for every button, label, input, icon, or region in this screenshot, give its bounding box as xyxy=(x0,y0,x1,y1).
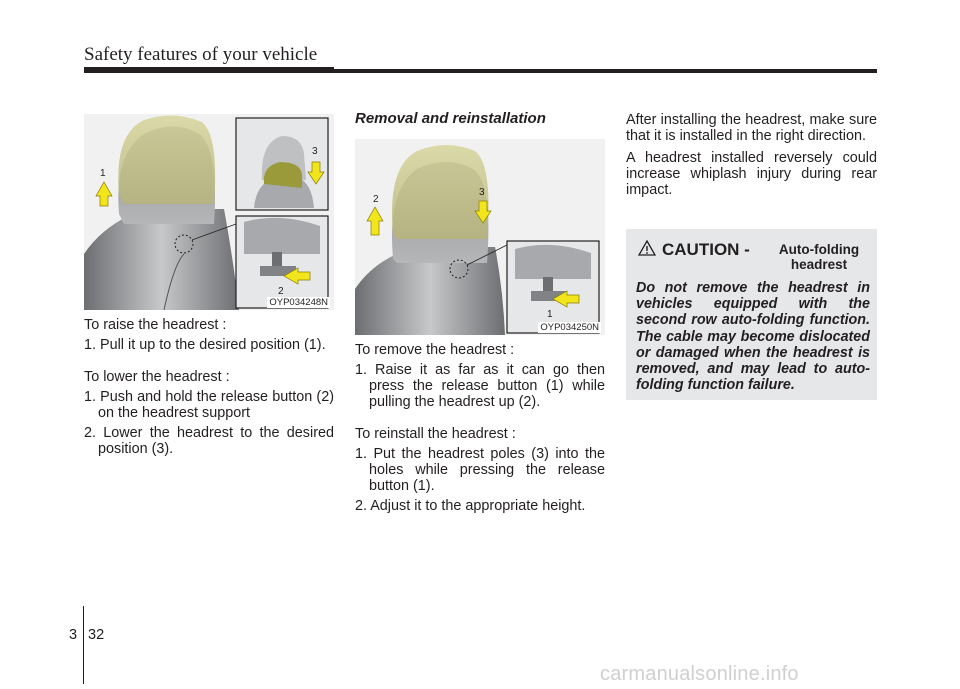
fig1-label-3: 3 xyxy=(312,146,318,157)
reinstall-step-2: 2. Adjust it to the appropriate height. xyxy=(355,498,586,514)
figure-removal xyxy=(355,139,605,335)
removal-instructions xyxy=(355,342,605,514)
section-title: Removal and reinstallation xyxy=(355,110,546,127)
note-direction: After installing the headrest, make sure that it is installed in the right direction. xyxy=(626,112,877,144)
lower-title: To lower the headrest : xyxy=(84,369,230,385)
remove-title: To remove the headrest : xyxy=(355,342,515,358)
fig2-label-1: 1 xyxy=(547,309,553,320)
lower-step-2: 2. Lower the headrest to the desired position (3). xyxy=(84,425,334,457)
fig2-label-3: 3 xyxy=(479,187,485,198)
reinstall-step-1: 1. Put the headrest poles (3) into the holes while pressing the release button (1). xyxy=(355,446,605,494)
caution-subtitle: Auto-folding headrest xyxy=(778,242,860,272)
remove-step-1: 1. Raise it as far as it can go then press the release button (1) while pulling the headrest up (2). xyxy=(355,362,605,410)
raise-step-1: 1. Pull it up to the desired position (1). xyxy=(84,337,326,353)
fig1-label-2: 2 xyxy=(278,286,284,297)
figure-raise-lower xyxy=(84,114,334,310)
caution-body: Do not remove the headrest in vehicles equipped with the second row auto-folding function. The cable may become dislocated or damaged when the headrest is removed, and may lead to auto-folding function failure. xyxy=(636,280,870,394)
raise-instructions xyxy=(84,317,334,457)
chapter-number: 3 xyxy=(69,627,78,643)
page-number-rule xyxy=(83,606,84,684)
watermark: carmanualsonline.info xyxy=(600,663,799,685)
fig1-label-1: 1 xyxy=(100,168,106,179)
running-header: Safety features of your vehicle xyxy=(84,44,318,65)
figure-code: OYP034250N xyxy=(540,322,599,333)
reinstall-title: To reinstall the headrest : xyxy=(355,426,516,442)
page-number: 32 xyxy=(88,627,105,643)
header-rule-thick xyxy=(84,67,334,73)
note-whiplash: A headrest installed reversely could increase whiplash injury during rear impact. xyxy=(626,150,877,198)
lower-step-1: 1. Push and hold the release button (2) on the headrest support xyxy=(84,389,334,421)
caution-label: CAUTION - xyxy=(662,240,750,259)
raise-title: To raise the headrest : xyxy=(84,317,227,333)
figure-code: OYP034248N xyxy=(269,297,328,308)
caution-box xyxy=(626,229,877,400)
warning-triangle-icon xyxy=(638,240,656,256)
fig2-label-2: 2 xyxy=(373,194,379,205)
installation-notes xyxy=(626,112,877,198)
